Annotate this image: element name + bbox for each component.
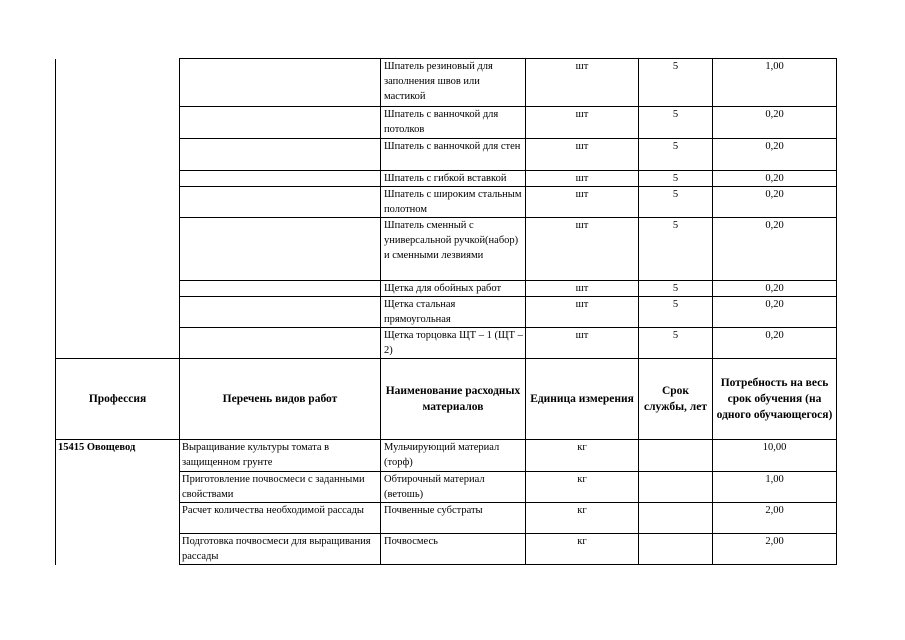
- need-cell: 10,00: [713, 440, 837, 472]
- table-row: [56, 328, 837, 359]
- need-cell: 0,20: [713, 328, 837, 359]
- need-cell: 0,20: [713, 187, 837, 218]
- profession-cell: [56, 171, 180, 187]
- materials-table: [55, 58, 837, 565]
- profession-cell: [56, 503, 180, 534]
- work-cell: Приготовление почвосмеси с заданными свойствами: [180, 472, 381, 503]
- table-row: [56, 472, 837, 503]
- term-cell: 5: [639, 171, 713, 187]
- material-cell: Щетка стальная прямоугольная: [381, 297, 526, 328]
- material-cell: Шпатель резиновый для заполнения швов или мастикой: [381, 59, 526, 107]
- material-cell: Щетка для обойных работ: [381, 281, 526, 297]
- profession-cell: [56, 59, 180, 107]
- work-cell: [180, 297, 381, 328]
- term-cell: 5: [639, 107, 713, 139]
- material-cell: Шпатель с широким стальным полотном: [381, 187, 526, 218]
- material-cell: Мульчирующий материал (торф): [381, 440, 526, 472]
- unit-cell: кг: [526, 472, 639, 503]
- need-cell: 0,20: [713, 281, 837, 297]
- material-cell: Щетка торцовка ЩТ – 1 (ЩТ – 2): [381, 328, 526, 359]
- profession-cell: [56, 139, 180, 171]
- unit-cell: шт: [526, 187, 639, 218]
- work-cell: [180, 59, 381, 107]
- term-cell: [639, 534, 713, 565]
- term-cell: 5: [639, 297, 713, 328]
- material-cell: Шпатель с ванночкой для стен: [381, 139, 526, 171]
- material-cell: Обтирочный материал (ветошь): [381, 472, 526, 503]
- need-cell: 0,20: [713, 218, 837, 281]
- table-row: [56, 503, 837, 534]
- work-cell: [180, 171, 381, 187]
- table-header-row: [56, 359, 837, 440]
- table-row: [56, 59, 837, 107]
- work-cell: Расчет количества необходимой рассады: [180, 503, 381, 534]
- material-cell: Почвосмесь: [381, 534, 526, 565]
- material-cell: Почвенные субстраты: [381, 503, 526, 534]
- term-cell: 5: [639, 218, 713, 281]
- material-cell: Шпатель с гибкой вставкой: [381, 171, 526, 187]
- unit-cell: шт: [526, 59, 639, 107]
- work-cell: [180, 281, 381, 297]
- work-cell: [180, 107, 381, 139]
- term-cell: 5: [639, 328, 713, 359]
- table-row: [56, 281, 837, 297]
- term-cell: [639, 440, 713, 472]
- profession-cell: [56, 472, 180, 503]
- unit-cell: кг: [526, 440, 639, 472]
- term-cell: [639, 503, 713, 534]
- profession-cell: [56, 297, 180, 328]
- table-row: [56, 187, 837, 218]
- header-unit: Единица измерения: [526, 359, 639, 440]
- term-cell: 5: [639, 281, 713, 297]
- header-profession: Профессия: [56, 359, 180, 440]
- profession-cell: [56, 281, 180, 297]
- header-term: Срок службы, лет: [639, 359, 713, 440]
- term-cell: 5: [639, 139, 713, 171]
- work-cell: [180, 187, 381, 218]
- table-row: [56, 107, 837, 139]
- need-cell: 0,20: [713, 139, 837, 171]
- term-cell: 5: [639, 59, 713, 107]
- profession-cell: [56, 328, 180, 359]
- profession-cell: [56, 534, 180, 565]
- work-cell: Выращивание культуры томата в защищенном грунте: [180, 440, 381, 472]
- table-row: [56, 139, 837, 171]
- need-cell: 0,20: [713, 297, 837, 328]
- material-cell: Шпатель с ванночкой для потолков: [381, 107, 526, 139]
- work-cell: [180, 328, 381, 359]
- unit-cell: шт: [526, 297, 639, 328]
- term-cell: [639, 472, 713, 503]
- unit-cell: шт: [526, 171, 639, 187]
- need-cell: 0,20: [713, 107, 837, 139]
- table-row: [56, 218, 837, 281]
- work-cell: [180, 218, 381, 281]
- unit-cell: шт: [526, 139, 639, 171]
- header-work-list: Перечень видов работ: [180, 359, 381, 440]
- work-cell: [180, 139, 381, 171]
- work-cell: Подготовка почвосмеси для выращивания рассады: [180, 534, 381, 565]
- unit-cell: шт: [526, 218, 639, 281]
- profession-cell: [56, 187, 180, 218]
- need-cell: 2,00: [713, 534, 837, 565]
- term-cell: 5: [639, 187, 713, 218]
- need-cell: 2,00: [713, 503, 837, 534]
- profession-cell: [56, 107, 180, 139]
- table-row: [56, 534, 837, 565]
- table-row: [56, 171, 837, 187]
- profession-cell: [56, 218, 180, 281]
- header-material: Наименование расходных материалов: [381, 359, 526, 440]
- need-cell: 1,00: [713, 59, 837, 107]
- table-row: [56, 440, 837, 472]
- unit-cell: кг: [526, 534, 639, 565]
- need-cell: 0,20: [713, 171, 837, 187]
- material-cell: Шпатель сменный с универсальной ручкой(набор) и сменными лезвиями: [381, 218, 526, 281]
- need-cell: 1,00: [713, 472, 837, 503]
- table-row: [56, 297, 837, 328]
- unit-cell: шт: [526, 328, 639, 359]
- unit-cell: шт: [526, 281, 639, 297]
- unit-cell: шт: [526, 107, 639, 139]
- header-need: Потребность на весь срок обучения (на одного обучающегося): [713, 359, 837, 440]
- unit-cell: кг: [526, 503, 639, 534]
- profession-cell: 15415 Овощевод: [56, 440, 180, 472]
